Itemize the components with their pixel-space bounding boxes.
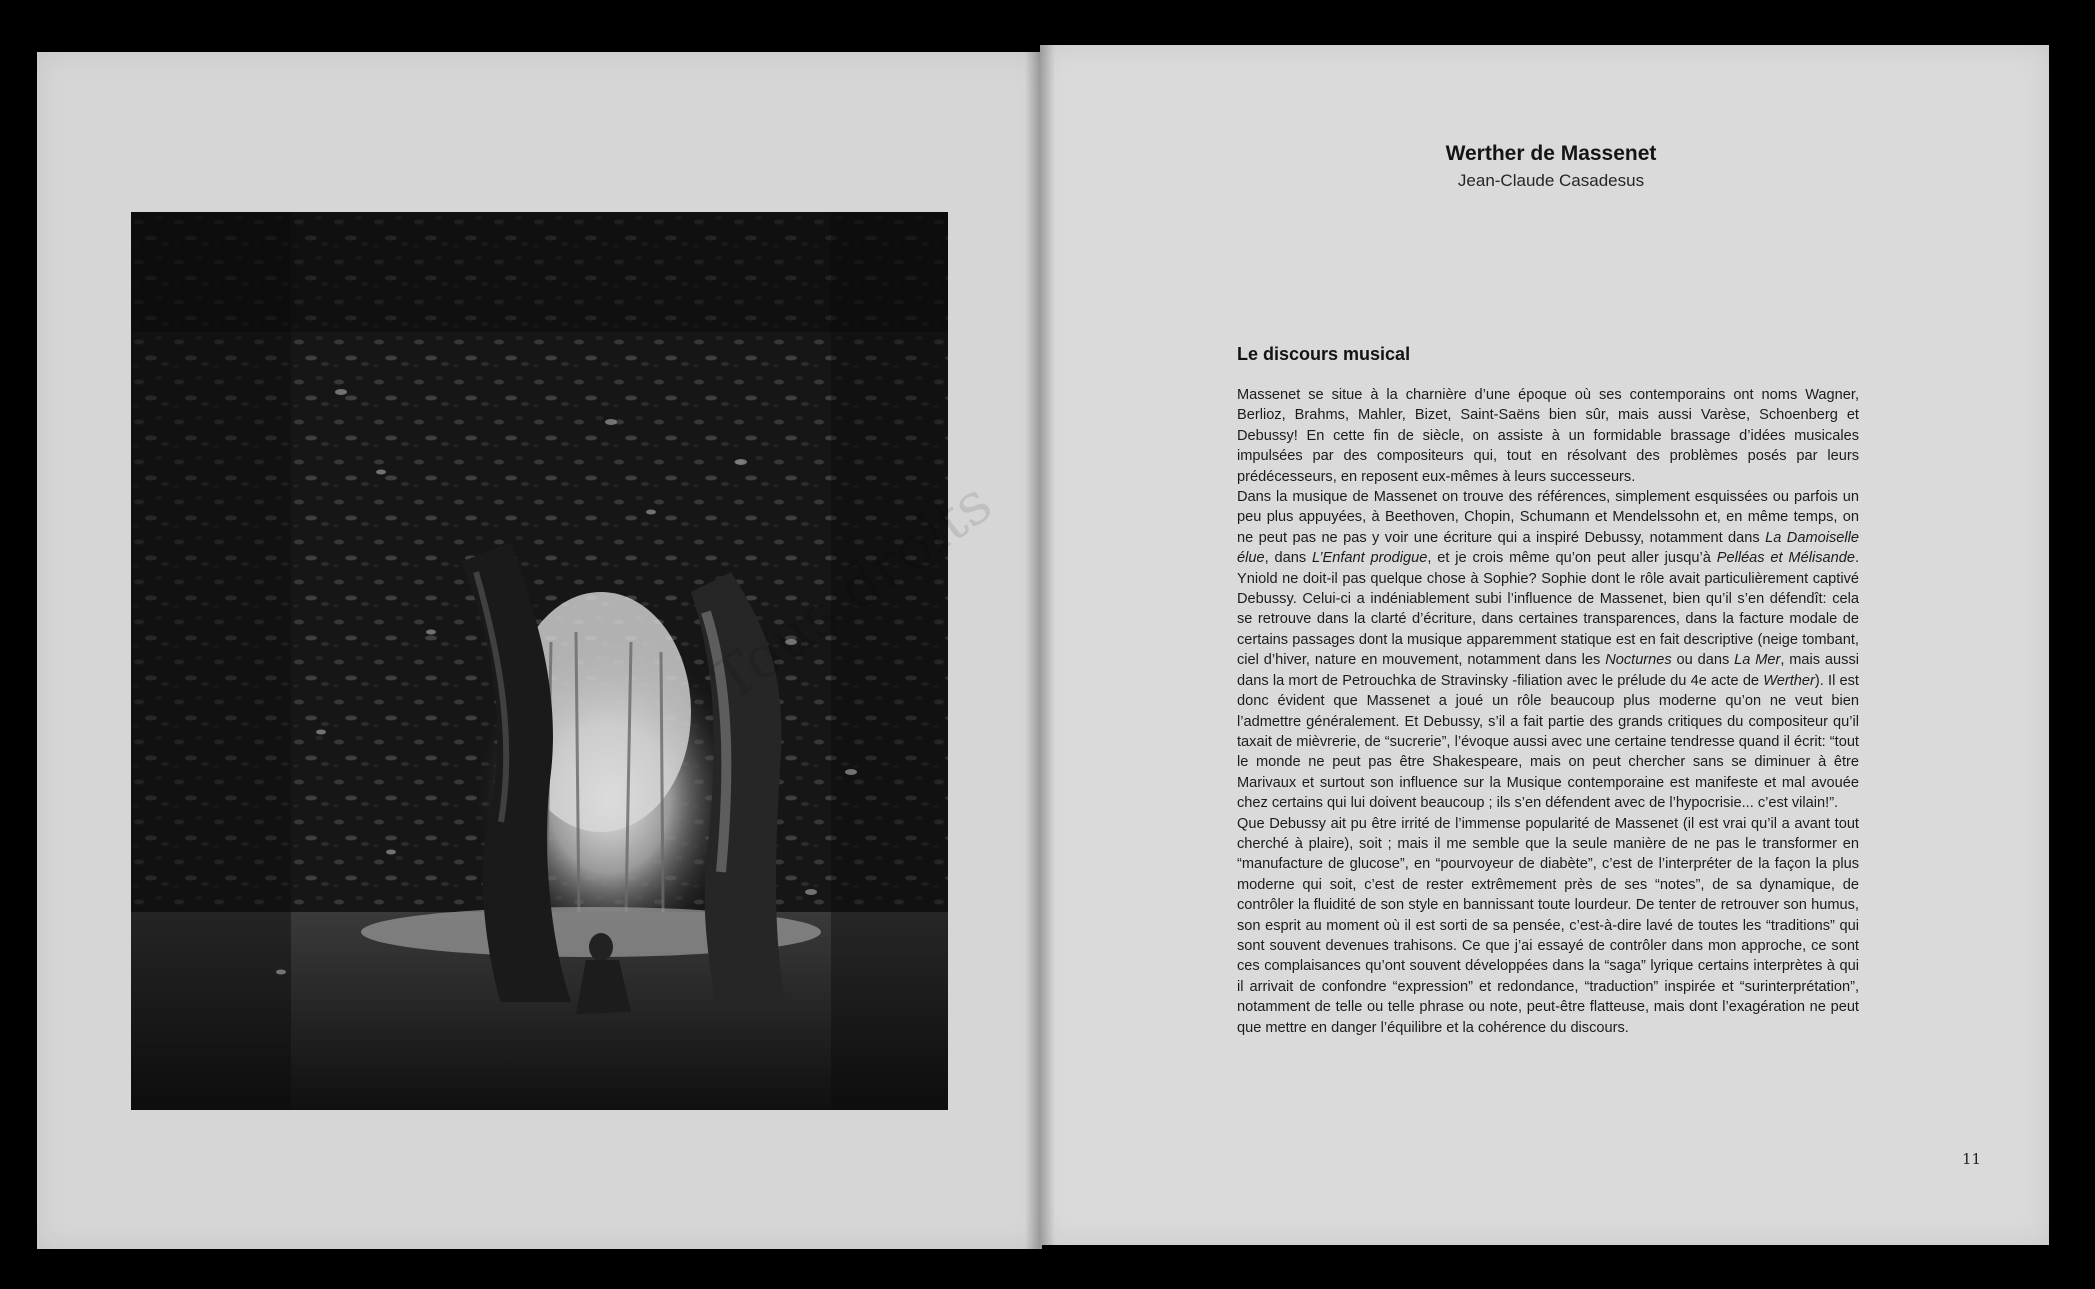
italic-work-title: Nocturnes bbox=[1605, 652, 1672, 669]
italic-work-title: La Mer bbox=[1734, 652, 1781, 669]
forest-painting-image bbox=[131, 212, 948, 1110]
body-text-run: . Yniold ne doit-il pas quelque chose à Sophie? Sophie dont le rôle avait particulièrement captivé Debussy. Celui-ci a indéniablement subi l’influence de Massenet, bien qu’il s’en défendît: cela se retrouve dans la clarté d’écriture, dans certaines transparences, dans la facture modale de certains passages dont la musique apparemment statique est en fait descriptive (neige tombant, ciel d’hiver, nature en mouvement, notamment dans les bbox=[1237, 550, 1860, 669]
article-author: Jean-Claude Casadesus bbox=[1457, 171, 1645, 190]
body-paragraph bbox=[1237, 487, 1859, 814]
body-paragraph bbox=[1237, 385, 1859, 487]
article-title: Werther de Massenet bbox=[1445, 142, 1657, 165]
italic-work-title: La Damoiselle élue bbox=[1237, 529, 1859, 567]
body-text-run: , mais aussi dans la mort de Petrouchka de Stravinsky -filiation avec le prélude du 4e acte de bbox=[1237, 652, 1860, 689]
section-heading: Le discours musical bbox=[1237, 344, 1411, 364]
body-text-run: ). Il est donc évident que Massenet a joué un rôle beaucoup plus moderne qu’on ne veut bien l’admettre généralement. Et Debussy, s’il a fait partie des grands critiques du compositeur qu’il taxait de mièvrerie, de “sucrerie”, l’évoque aussi avec une certaine tendresse quand il écrit: “tout le monde ne peut pas être Shakespeare, mais on peut chercher sans se diminuer à être Marivaux et surtout son influence sur la Musique contemporaine est manifeste et mal avouée chez certains qui lui doivent beaucoup ; ils s’en défendent avec de l’hypocrisie... c’est vilain!”. bbox=[1237, 672, 1859, 812]
body-text-run: , et je crois même qu’on peut aller jusqu’à bbox=[1427, 550, 1717, 567]
body-text-run: Massenet se situe à la charnière d’une époque où ses contemporains ont noms Wagner, Berlioz, Brahms, Mahler, Bizet, Saint-Saëns bien sûr, mais aussi Varèse, Schoenberg et Debussy! En cette fin de siècle, on assiste à un formidable brassage d’idées musicales impulsées par des compositeurs qui, tout en résolvant des problèmes posés par leurs prédécesseurs, en reposent eux-mêmes à leurs successeurs. bbox=[1237, 387, 1859, 485]
body-text-run: , dans bbox=[1264, 550, 1312, 567]
body-text-run: Que Debussy ait pu être irrité de l’immense popularité de Massenet (il est vrai qu’il a avant tout cherché à plaire), soit ; mais il me semble que la seule manière de ne pas le transformer en “manufacture de glucose”, en “pourvoyeur de diabète”, c’est de l’interpréter de la façon la plus moderne qui soit, c’est de rester extrêmement près de ses “notes”, de sa dynamique, de contrôler la fluidité de son style en bannissant toute lourdeur. De tenter de retrouver son humus, son esprit au moment où il est sorti de sa pensée, c’est-à-dire lavé de toutes les “traditions” qui sont souvent devenues trahisons. Ce que j’ai essayé de contrôler dans mon approche, ce sont ces complaisances qu’ont souvent développées dans la “saga” lyrique certains interprètes à qui il arrivait de confondre “expression” et redondance, “traduction” inspirée et “surinterprétation”, notamment de telle ou telle phrase ou note, peut-être flatteuse, mais dont l’exagération ne peut que mettre en danger l’équilibre et la cohérence du discours. bbox=[1237, 815, 1859, 1036]
body-paragraph bbox=[1237, 814, 1859, 1038]
body-text-run: ou dans bbox=[1671, 652, 1735, 669]
italic-work-title: Pelléas et Mélisande bbox=[1716, 550, 1855, 567]
body-text-run: Dans la musique de Massenet on trouve des références, simplement esquissées ou parfois un peu plus appuyées, à Beethoven, Chopin, Schumann et Mendelssohn et, en même temps, on ne peut pas ne pas y voir une écriture qui a inspiré Debussy, notamment dans bbox=[1237, 489, 1859, 546]
forest-painting bbox=[131, 212, 948, 1110]
page-number: 11 bbox=[1962, 1150, 1982, 1168]
book-gutter bbox=[1025, 45, 1055, 1249]
italic-work-title: L’Enfant prodigue bbox=[1311, 550, 1428, 567]
body-text bbox=[1237, 385, 1859, 1038]
italic-work-title: Werther bbox=[1763, 672, 1815, 689]
